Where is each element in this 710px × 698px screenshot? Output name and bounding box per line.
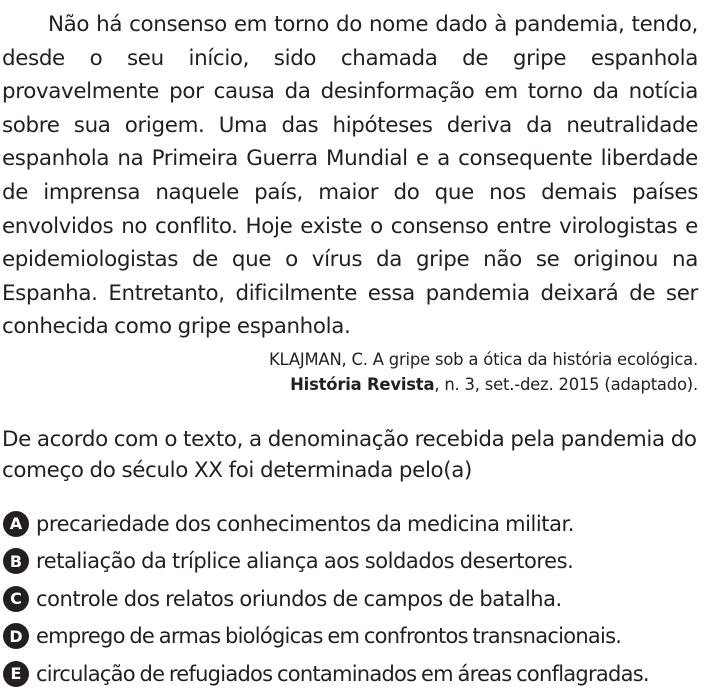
option-letter-e: E (3, 661, 29, 687)
option-text-c: controle dos relatos oriundos de campos de batalha. (36, 586, 562, 611)
citation-journal-details: , n. 3, set.-dez. 2015 (adaptado). (434, 375, 698, 394)
source-citation (269, 347, 698, 397)
option-text-d: emprego de armas biológicas em confrontos transnacionais. (36, 624, 622, 649)
option-letter-d: D (3, 623, 29, 649)
option-b[interactable] (0, 543, 710, 581)
option-letter-a: A (3, 511, 29, 537)
option-e[interactable] (0, 655, 710, 693)
option-letter-c: C (3, 586, 29, 612)
option-text-e: circulação de refugiados contaminados em áreas conflagradas. (36, 661, 649, 686)
answer-options (0, 505, 710, 693)
citation-author-line: KLAJMAN, C. A gripe sob a ótica da história ecológica. (268, 350, 698, 369)
citation-journal-title: História Revista (290, 375, 435, 394)
option-text-a: precariedade dos conhecimentos da medicina militar. (36, 511, 574, 536)
citation-journal-line (269, 372, 698, 397)
option-d[interactable] (0, 618, 710, 656)
option-c[interactable] (0, 580, 710, 618)
option-a[interactable] (0, 505, 710, 543)
question-stem: De acordo com o texto, a denominação recebida pela pandemia do começo do século XX foi determinada pelo(a) (2, 427, 697, 483)
option-letter-b: B (3, 548, 29, 574)
option-text-b: retaliação da tríplice aliança aos soldados desertores. (36, 549, 574, 574)
passage-text: Não há consenso em torno do nome dado à pandemia, tendo, desde o seu início, sido chamada de gripe espanhola provavelmente por causa da desinformação em torno da notícia sobre sua origem. Uma das hipóteses deriva da neutralidade espanhola na Primeira Guerra Mundial e a consequente liberdade de imprensa naquele país, maior do que nos demais países envolvidos no conflito. Hoje existe o consenso entre virologistas e epidemiologistas de que o vírus da gripe não se originou na Espanha. Entretanto, dificilmente essa pandemia deixará de ser conhecida como gripe espanhola. (2, 12, 698, 340)
